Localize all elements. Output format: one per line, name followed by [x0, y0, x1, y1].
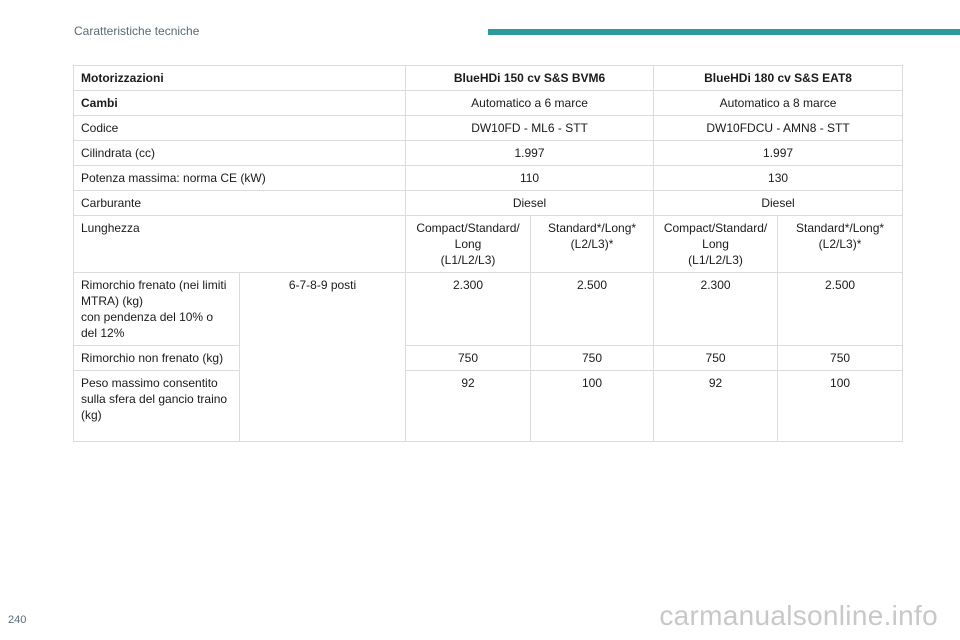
table-row: [74, 91, 903, 116]
row-value: 92: [654, 371, 778, 442]
row-value: 130: [654, 166, 903, 191]
header-label-cell: Motorizzazioni: [74, 66, 406, 91]
row-label: Cambi: [74, 91, 406, 116]
row-value: 2.300: [654, 273, 778, 346]
row-value: 1.997: [406, 141, 654, 166]
header-engine2-cell: BlueHDi 180 cv S&S EAT8: [654, 66, 903, 91]
row-value: Compact/Standard/ Long (L1/L2/L3): [406, 216, 531, 273]
row-value: 92: [406, 371, 531, 442]
row-value: DW10FDCU - AMN8 - STT: [654, 116, 903, 141]
row-value: Standard*/Long* (L2/L3)*: [531, 216, 654, 273]
row-value: Compact/Standard/ Long (L1/L2/L3): [654, 216, 778, 273]
table-row: [74, 216, 903, 273]
row-value: 750: [654, 346, 778, 371]
watermark: carmanualsonline.info: [659, 600, 938, 631]
table-header-row: [74, 66, 903, 91]
row-label: Lunghezza: [74, 216, 406, 273]
row-value: 1.997: [654, 141, 903, 166]
row-value: 750: [406, 346, 531, 371]
section-title: Caratteristiche tecniche: [74, 24, 200, 38]
row-label: Peso massimo consentito sulla sfera del gancio traino (kg): [74, 371, 240, 442]
row-label: Cilindrata (cc): [74, 141, 406, 166]
row-value: 2.300: [406, 273, 531, 346]
row-value: 110: [406, 166, 654, 191]
table-row: [74, 371, 903, 442]
row-value: Diesel: [654, 191, 903, 216]
table-row: [74, 191, 903, 216]
row-value: Diesel: [406, 191, 654, 216]
table-row: [74, 273, 903, 346]
table-row: [74, 141, 903, 166]
row-value: Standard*/Long* (L2/L3)*: [778, 216, 903, 273]
row-value: DW10FD - ML6 - STT: [406, 116, 654, 141]
table-row: [74, 116, 903, 141]
row-label: Rimorchio frenato (nei limiti MTRA) (kg) con pendenza del 10% o del 12%: [74, 273, 240, 346]
row-value: 750: [778, 346, 903, 371]
row-value: 100: [531, 371, 654, 442]
row-value: 100: [778, 371, 903, 442]
header-engine1-cell: BlueHDi 150 cv S&S BVM6: [406, 66, 654, 91]
row-label: Codice: [74, 116, 406, 141]
row-value: 2.500: [778, 273, 903, 346]
header-accent-bar: [488, 29, 960, 35]
seats-cell: 6-7-8-9 posti: [240, 273, 406, 442]
row-value: 2.500: [531, 273, 654, 346]
row-value: Automatico a 6 marce: [406, 91, 654, 116]
row-value: Automatico a 8 marce: [654, 91, 903, 116]
table-row: [74, 346, 903, 371]
page-number: 240: [8, 614, 27, 626]
row-value: 750: [531, 346, 654, 371]
table-row: [74, 166, 903, 191]
row-label: Carburante: [74, 191, 406, 216]
row-label: Potenza massima: norma CE (kW): [74, 166, 406, 191]
specs-table: [73, 65, 903, 442]
row-label: Rimorchio non frenato (kg): [74, 346, 240, 371]
